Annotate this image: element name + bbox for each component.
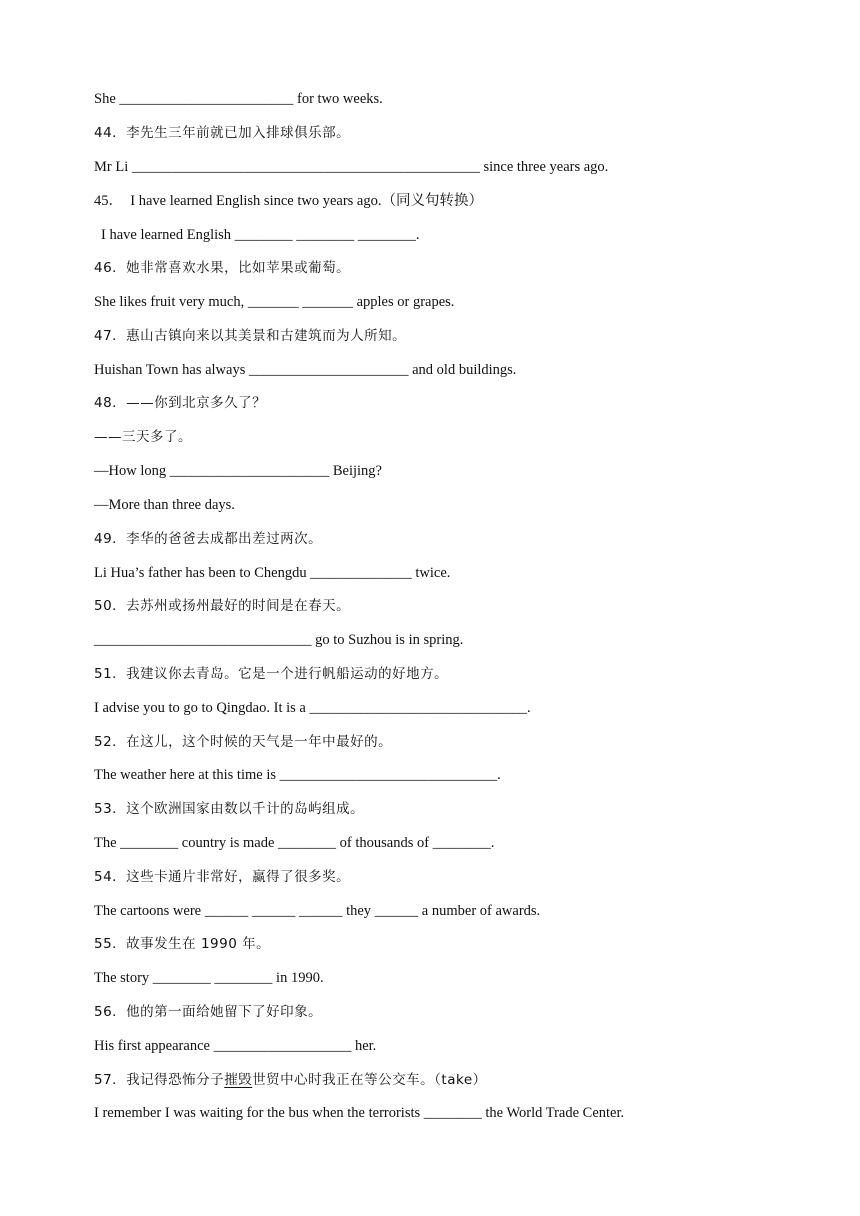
question-53: 53．这个欧洲国家由数以千计的岛屿组成。 [94, 801, 365, 817]
answer-line: She likes fruit very much, _______ _______ apples or grapes. [94, 294, 455, 310]
answer-line: The weather here at this time is ______________________________. [94, 767, 501, 783]
answer-line: I have learned English ________ ________ ________. [101, 227, 420, 243]
answer-line: ______________________________ go to Suzhou is in spring. [94, 632, 464, 648]
answer-line: Mr Li ________________________________________________ since three years ago. [94, 159, 609, 175]
question-57 [94, 1069, 487, 1091]
question-57-text: 57．我记得恐怖分子 [94, 1072, 225, 1088]
question-52: 52．在这儿，这个时候的天气是一年中最好的。 [94, 734, 393, 750]
question-44: 44．李先生三年前就已加入排球俱乐部。 [94, 125, 351, 141]
underlined-keyword: 摧毁 [224, 1072, 253, 1088]
answer-line: I remember I was waiting for the bus when the terrorists ________ the World Trade Center. [94, 1105, 625, 1121]
question-46: 46．她非常喜欢水果，比如苹果或葡萄。 [94, 260, 351, 276]
answer-line: I advise you to go to Qingdao. It is a ______________________________. [94, 700, 531, 716]
answer-line: The cartoons were ______ ______ ______ they ______ a number of awards. [94, 903, 541, 919]
question-45: 45． I have learned English since two years ago.（同义句转换） [94, 193, 483, 209]
answer-line: She ________________________ for two weeks. [94, 91, 383, 107]
answer-line: The story ________ ________ in 1990. [94, 970, 324, 986]
question-54: 54．这些卡通片非常好，赢得了很多奖。 [94, 869, 351, 885]
question-50: 50．去苏州或扬州最好的时间是在春天。 [94, 598, 351, 614]
question-55: 55．故事发生在 1990 年。 [94, 936, 271, 952]
question-51: 51．我建议你去青岛。它是一个进行帆船运动的好地方。 [94, 666, 449, 682]
question-57-text: 世贸中心时我正在等公交车。（take） [252, 1072, 487, 1088]
question-48-reply: ——三天多了。 [94, 429, 192, 445]
answer-line: Huishan Town has always ______________________ and old buildings. [94, 362, 517, 378]
answer-line: —How long ______________________ Beijing? [94, 463, 382, 479]
question-47: 47．惠山古镇向来以其美景和古建筑而为人所知。 [94, 328, 407, 344]
question-49: 49．李华的爸爸去成都出差过两次。 [94, 531, 323, 547]
question-56: 56．他的第一面给她留下了好印象。 [94, 1004, 323, 1020]
question-48: 48．——你到北京多久了？ [94, 395, 267, 411]
answer-line: —More than three days. [94, 497, 235, 513]
answer-line: Li Hua’s father has been to Chengdu ______________ twice. [94, 565, 451, 581]
answer-line: The ________ country is made ________ of thousands of ________. [94, 835, 495, 851]
answer-line: His first appearance ___________________ her. [94, 1038, 377, 1054]
